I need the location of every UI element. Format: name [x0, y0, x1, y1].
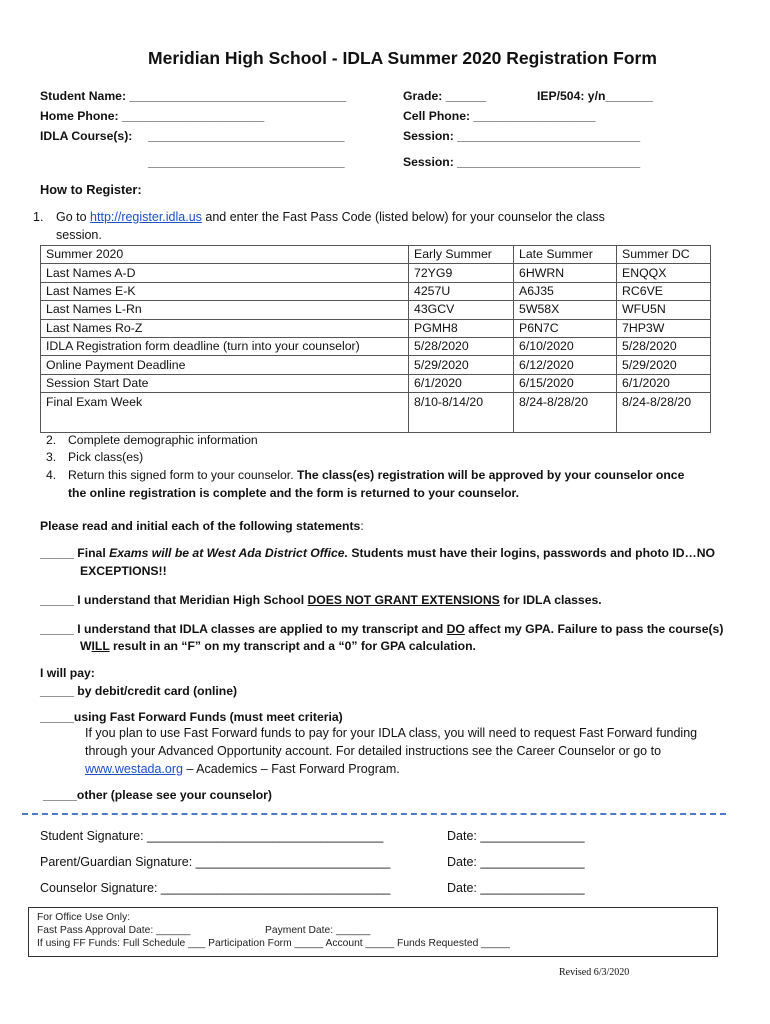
table-cell: 72YG9: [409, 264, 514, 282]
statement-extensions[interactable]: [40, 593, 602, 607]
statements-intro: [40, 519, 364, 533]
fast-pass-approval-date: Fast Pass Approval Date: ______: [37, 925, 191, 936]
how-to-register-heading: How to Register:: [40, 182, 142, 197]
step-4-emphasis: The class(es) registration will be approved by your counselor once: [296, 468, 685, 482]
table-cell: 7HP3W: [617, 319, 711, 337]
table-cell: 5/28/2020: [409, 337, 514, 355]
ff-instructions-line1: If you plan to use Fast Forward funds to pay for your IDLA class, you will need to request Fast Forward funding: [85, 726, 698, 740]
session-field-1[interactable]: Session: ___________________________: [403, 129, 641, 143]
statement-exams-rest: Students must have their logins, passwords and photo ID…NO: [347, 546, 716, 560]
table-cell: 6/1/2020: [409, 374, 514, 392]
table-cell: Last Names E-K: [41, 282, 409, 300]
iep-504-field[interactable]: IEP/504: y/n_______: [537, 89, 653, 103]
table-row: [41, 282, 711, 300]
table-cell: 4257U: [409, 282, 514, 300]
office-use-box: [28, 907, 718, 957]
step-2-text: Complete demographic information: [68, 433, 258, 447]
step-4-intro: Return this signed form to your counselor.: [68, 468, 297, 482]
step-1-prefix: Go to: [56, 210, 91, 224]
table-row: [41, 356, 711, 374]
table-cell: Last Names A-D: [41, 264, 409, 282]
statement-gpa-start: _____ I understand that IDLA classes are applied to my transcript and: [40, 622, 447, 636]
statement-exams-initial: _____ Final: [40, 546, 110, 560]
table-cell: 6/10/2020: [514, 337, 617, 355]
table-cell: PGMH8: [409, 319, 514, 337]
table-cell: 6/1/2020: [617, 374, 711, 392]
statement-exams-location: Exams will be at West Ada District Office.: [109, 546, 348, 560]
step-1-number: 1.: [33, 210, 44, 224]
table-row: [41, 264, 711, 282]
table-header-cell: Early Summer: [409, 246, 514, 264]
parent-date-field[interactable]: Date: _______________: [447, 855, 585, 869]
step-2-number: 2.: [46, 433, 57, 447]
ff-funds-checklist: If using FF Funds: Full Schedule ___ Participation Form _____ Account _____ Funds Requested _____: [37, 938, 510, 949]
table-cell: RC6VE: [617, 282, 711, 300]
statement-gpa-line2: [80, 639, 476, 653]
step-3-text: Pick class(es): [68, 450, 144, 464]
step-1-suffix: and enter the Fast Pass Code (listed below) for your counselor the class: [201, 210, 605, 224]
table-cell: 5/28/2020: [617, 337, 711, 355]
home-phone-field[interactable]: Home Phone: _____________________: [40, 109, 265, 123]
statement-gpa[interactable]: [40, 622, 723, 636]
register-link[interactable]: http://register.idla.us: [90, 210, 202, 224]
step-4-text-line2: the online registration is complete and the form is returned to your counselor.: [68, 486, 520, 500]
statement-gpa-mid: affect my GPA. Failure to pass the course(s): [464, 622, 724, 636]
table-cell: 43GCV: [409, 301, 514, 319]
table-cell: IDLA Registration form deadline (turn into your counselor): [41, 337, 409, 355]
revised-date: Revised 6/3/2020: [559, 967, 630, 978]
table-cell: WFU5N: [617, 301, 711, 319]
table-row: [41, 319, 711, 337]
westada-link[interactable]: www.westada.org: [85, 762, 183, 776]
table-row: [41, 301, 711, 319]
session-field-2[interactable]: Session: ___________________________: [403, 155, 641, 169]
table-cell: 8/24-8/28/20: [514, 393, 617, 433]
payment-option-card[interactable]: _____ by debit/credit card (online): [40, 684, 238, 698]
table-cell: 6HWRN: [514, 264, 617, 282]
cell-phone-field[interactable]: Cell Phone: __________________: [403, 109, 596, 123]
table-cell: Final Exam Week: [41, 393, 409, 433]
table-cell: Last Names L-Rn: [41, 301, 409, 319]
table-cell: 5W58X: [514, 301, 617, 319]
step-4-text: [68, 468, 684, 482]
student-signature-field[interactable]: Student Signature: __________________________________: [40, 829, 384, 843]
statement-exams[interactable]: [40, 546, 715, 560]
table-cell: A6J35: [514, 282, 617, 300]
table-cell: P6N7C: [514, 319, 617, 337]
dashed-divider: [22, 813, 726, 815]
ff-instructions-path: – Academics – Fast Forward Program.: [182, 762, 400, 776]
statement-extensions-start: _____ I understand that Meridian High School: [40, 593, 308, 607]
table-row: [41, 393, 711, 433]
form-title: Meridian High School - IDLA Summer 2020 Registration Form: [148, 48, 657, 68]
ff-instructions-line2: through your Advanced Opportunity account. For detailed instructions see the Career Counselor or go to: [85, 744, 662, 758]
table-row: [41, 337, 711, 355]
table-cell: 6/12/2020: [514, 356, 617, 374]
statement-gpa-will: ILL: [91, 639, 110, 653]
table-cell: 8/10-8/14/20: [409, 393, 514, 433]
payment-option-other[interactable]: _____other (please see your counselor): [43, 788, 272, 802]
table-cell: 5/29/2020: [409, 356, 514, 374]
table-header-row: [41, 246, 711, 264]
step-3-number: 3.: [46, 450, 57, 464]
counselor-signature-field[interactable]: Counselor Signature: _________________________________: [40, 881, 391, 895]
statement-extensions-end: for IDLA classes.: [499, 593, 602, 607]
table-header-cell: Summer DC: [617, 246, 711, 264]
table-cell: 6/15/2020: [514, 374, 617, 392]
statement-gpa-end: result in an “F” on my transcript and a “0” for GPA calculation.: [109, 639, 476, 653]
table-row: [41, 374, 711, 392]
course-field-2[interactable]: _____________________________: [148, 155, 345, 169]
step-1-text-line2: session.: [56, 228, 102, 242]
parent-signature-field[interactable]: Parent/Guardian Signature: ____________________________: [40, 855, 391, 869]
statement-exams-line2: EXCEPTIONS!!: [80, 564, 167, 578]
step-1-text: [56, 210, 605, 224]
statement-gpa-w: W: [80, 639, 92, 653]
statements-intro-text: Please read and initial each of the following statements: [40, 519, 361, 533]
statement-gpa-do: DO: [446, 622, 465, 636]
student-name-field[interactable]: Student Name: ________________________________: [40, 89, 347, 103]
step-4-number: 4.: [46, 468, 57, 482]
office-use-heading: For Office Use Only:: [37, 912, 131, 923]
payment-heading: I will pay:: [40, 666, 95, 680]
course-field-1[interactable]: _____________________________: [148, 129, 345, 143]
counselor-date-field[interactable]: Date: _______________: [447, 881, 585, 895]
table-header-cell: Summer 2020: [41, 246, 409, 264]
table-cell: 8/24-8/28/20: [617, 393, 711, 433]
grade-field[interactable]: Grade: ______: [403, 89, 487, 103]
table-cell: Session Start Date: [41, 374, 409, 392]
student-date-field[interactable]: Date: _______________: [447, 829, 585, 843]
idla-courses-label: IDLA Course(s):: [40, 129, 133, 143]
table-header-cell: Late Summer: [514, 246, 617, 264]
statement-extensions-emphasis: DOES NOT GRANT EXTENSIONS: [307, 593, 500, 607]
statements-intro-colon: :: [360, 519, 364, 533]
table-cell: ENQQX: [617, 264, 711, 282]
ff-instructions-line3: [85, 762, 400, 776]
table-cell: 5/29/2020: [617, 356, 711, 374]
payment-option-ff-funds[interactable]: _____using Fast Forward Funds (must meet criteria): [40, 710, 343, 724]
table-cell: Online Payment Deadline: [41, 356, 409, 374]
payment-date: Payment Date: ______: [265, 925, 371, 936]
table-cell: Last Names Ro-Z: [41, 319, 409, 337]
fast-pass-table: [40, 245, 711, 433]
